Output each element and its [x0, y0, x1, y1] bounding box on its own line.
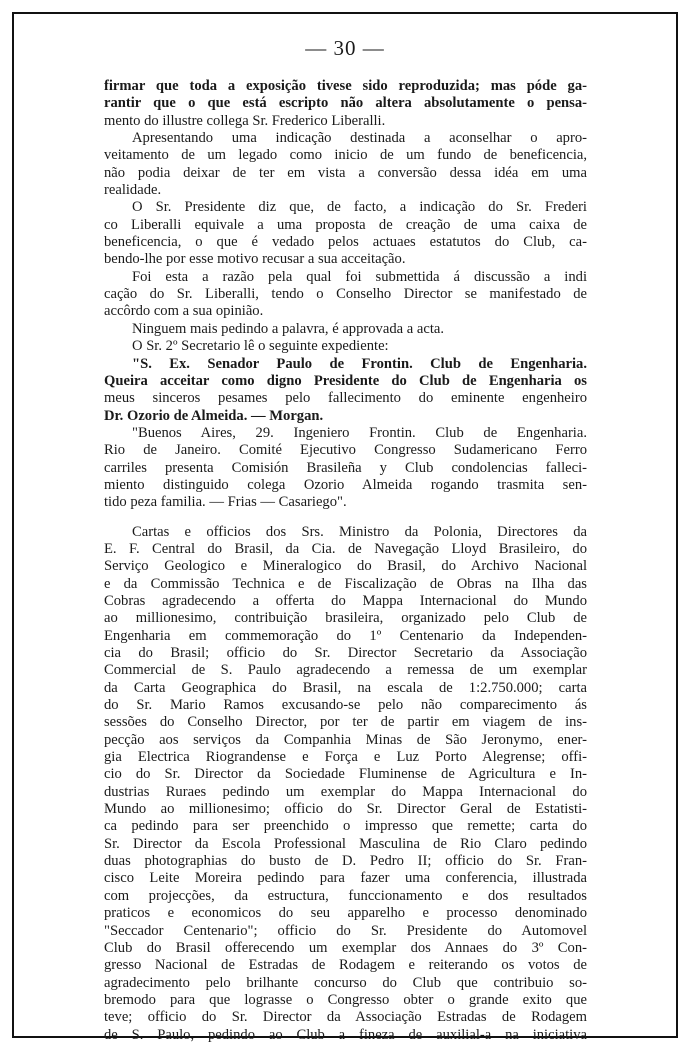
text-line: accôrdo com a sua opinião. [104, 303, 264, 320]
text-line: meus sinceros pesames pelo fallecimento do eminente engenheiro [104, 390, 587, 407]
text-line: Dr. Ozorio de Almeida. — Morgan. [104, 407, 324, 424]
text-line: firmar que toda a exposição tivese sido reproduzida; mas póde ga- [104, 78, 587, 94]
text-line: E. F. Central do Brasil, da Cia. de Navegação Lloyd Brasileiro, do [104, 540, 587, 557]
text-line: cia do Brasil; officio do Sr. Director Secretario da Associação [104, 645, 587, 661]
text-line: bremodo para que lograsse o Congresso obter o grande exito que [104, 991, 587, 1008]
text-line: do Sr. Mario Ramos excusando-se pelo não comparecimento ás [104, 697, 587, 714]
text-line: cisco Leite Moreira pedindo para fazer uma conferencia, illustrada [104, 870, 587, 887]
text-line: "Seccador Centenario"; officio do Sr. Presidente do Automovel [104, 922, 587, 939]
text-line: Apresentando uma indicação destinada a aconselhar o apro- [132, 130, 587, 147]
text-line: rantir que o que está escripto não altera absolutamente o pensa- [104, 95, 587, 112]
text-line: de S. Paulo, pedindo ao Club a fineza de auxilial-a na iniciativa [104, 1026, 587, 1043]
text-line: dustrias Ruraes pedindo um exemplar do Mappa Internacional do [104, 783, 587, 800]
text-line: "Buenos Aires, 29. Ingeniero Frontin. Club de Engenharia. [132, 424, 587, 441]
text-line: sessões do Conselho Director, por ter de partir em viagem de ins- [104, 714, 587, 731]
text-line: praticos e economicos do seu apparelho e processo denominado [104, 905, 587, 922]
text-line: veitamento de um legado como inicio de um fundo de beneficencia, [104, 147, 587, 164]
text-line: Commercial de S. Paulo agradecendo a remessa de um exemplar [104, 662, 587, 679]
text-line: Engenharia em commemoração do 1º Centenario da Independen- [104, 627, 587, 644]
text-line: agradecimento pelo brilhante concurso do Club que contribuio so- [104, 974, 587, 991]
text-line: cio do Sr. Director da Sociedade Fluminense de Agricultura e In- [104, 766, 587, 783]
text-line: Foi esta a razão pela qual foi submettida á discussão a indi [132, 268, 587, 285]
text-line: co Liberalli equivale a uma proposta de creação de uma caixa de [104, 216, 587, 233]
text-line: pecção aos serviços da Companhia Minas de São Jeronymo, ener- [104, 731, 587, 748]
text-line: Cobras agradecendo a offerta do Mappa Internacional do Mundo [104, 592, 587, 609]
text-line: Ninguem mais pedindo a palavra, é approvada a acta. [132, 320, 445, 337]
text-line: bendo-lhe por esse motivo recusar a sua acceitação. [104, 251, 406, 268]
text-line: Mundo ao millionesimo; officio do Sr. Director Geral de Estatisti- [104, 801, 587, 818]
page-number: — 30 — [305, 36, 385, 60]
text-line: e da Commissão Technica e de Fiscalização de Obras na Ilha das [104, 575, 587, 592]
text-line: Sr. Director da Escola Professional Masculina de Rio Claro pedindo [104, 835, 587, 852]
text-line: não podia deixar de ter em vista a conversão dessa idéa em uma [104, 164, 587, 181]
text-line: gresso Nacional de Estradas de Rodagem e reiterando os votos de [104, 957, 587, 974]
text-line: Serviço Geologico e Mineralogico do Brasil, do Archivo Nacional [104, 558, 587, 575]
text-line: gia Electrica Riograndense e Força e Luz Porto Alegrense; offi- [104, 749, 587, 766]
text-line: O Sr. 2º Secretario lê o seguinte expediente: [132, 338, 389, 355]
text-line: realidade. [104, 182, 162, 199]
text-line: mento do illustre collega Sr. Frederico Liberalli. [104, 112, 386, 129]
text-line: teve; officio do Sr. Director da Associação Estradas de Rodagem [104, 1009, 587, 1026]
text-line: com projecções, da estructura, funccionamento e dos resultados [104, 887, 587, 904]
text-line: tido peza familia. — Frias — Casariego". [104, 494, 347, 511]
text-line: Club do Brasil offerecendo um exemplar dos Annaes do 3º Con- [104, 939, 587, 956]
text-line: Cartas e officios dos Srs. Ministro da Polonia, Directores da [132, 523, 587, 540]
text-line: da Carta Geographica do Brasil, na escala de 1:2.750.000; carta [104, 679, 587, 696]
text-line: carriles presenta Comisión Brasileña y Club condolencias falleci- [104, 459, 587, 476]
text-line: ao millionesimo, contribuição brasileira, organizado pelo Club de [104, 610, 587, 627]
text-line: duas photographias do busto de D. Pedro II; officio do Sr. Fran- [104, 853, 587, 870]
text-line: "S. Ex. Senador Paulo de Frontin. Club de Engenharia. [132, 355, 587, 372]
text-line: beneficencia, o que é vedado pelos actuaes estatutos do Club, ca- [104, 234, 587, 251]
text-line: miento distinguido colega Ozorio Almeida rogando trasmita sen- [104, 476, 587, 493]
document-body [104, 78, 587, 1044]
text-line: ca pedindo para ser preenchido o impresso que remette; carta do [104, 818, 587, 835]
text-line: Queira acceitar como digno Presidente do Club de Engenharia os [104, 372, 587, 389]
text-line: cação do Sr. Liberalli, tendo o Conselho Director se manifestado de [104, 286, 587, 303]
text-line: O Sr. Presidente diz que, de facto, a indicação do Sr. Frederi [132, 199, 587, 216]
text-line: Rio de Janeiro. Comité Ejecutivo Congresso Sudamericano Ferro [104, 442, 587, 459]
